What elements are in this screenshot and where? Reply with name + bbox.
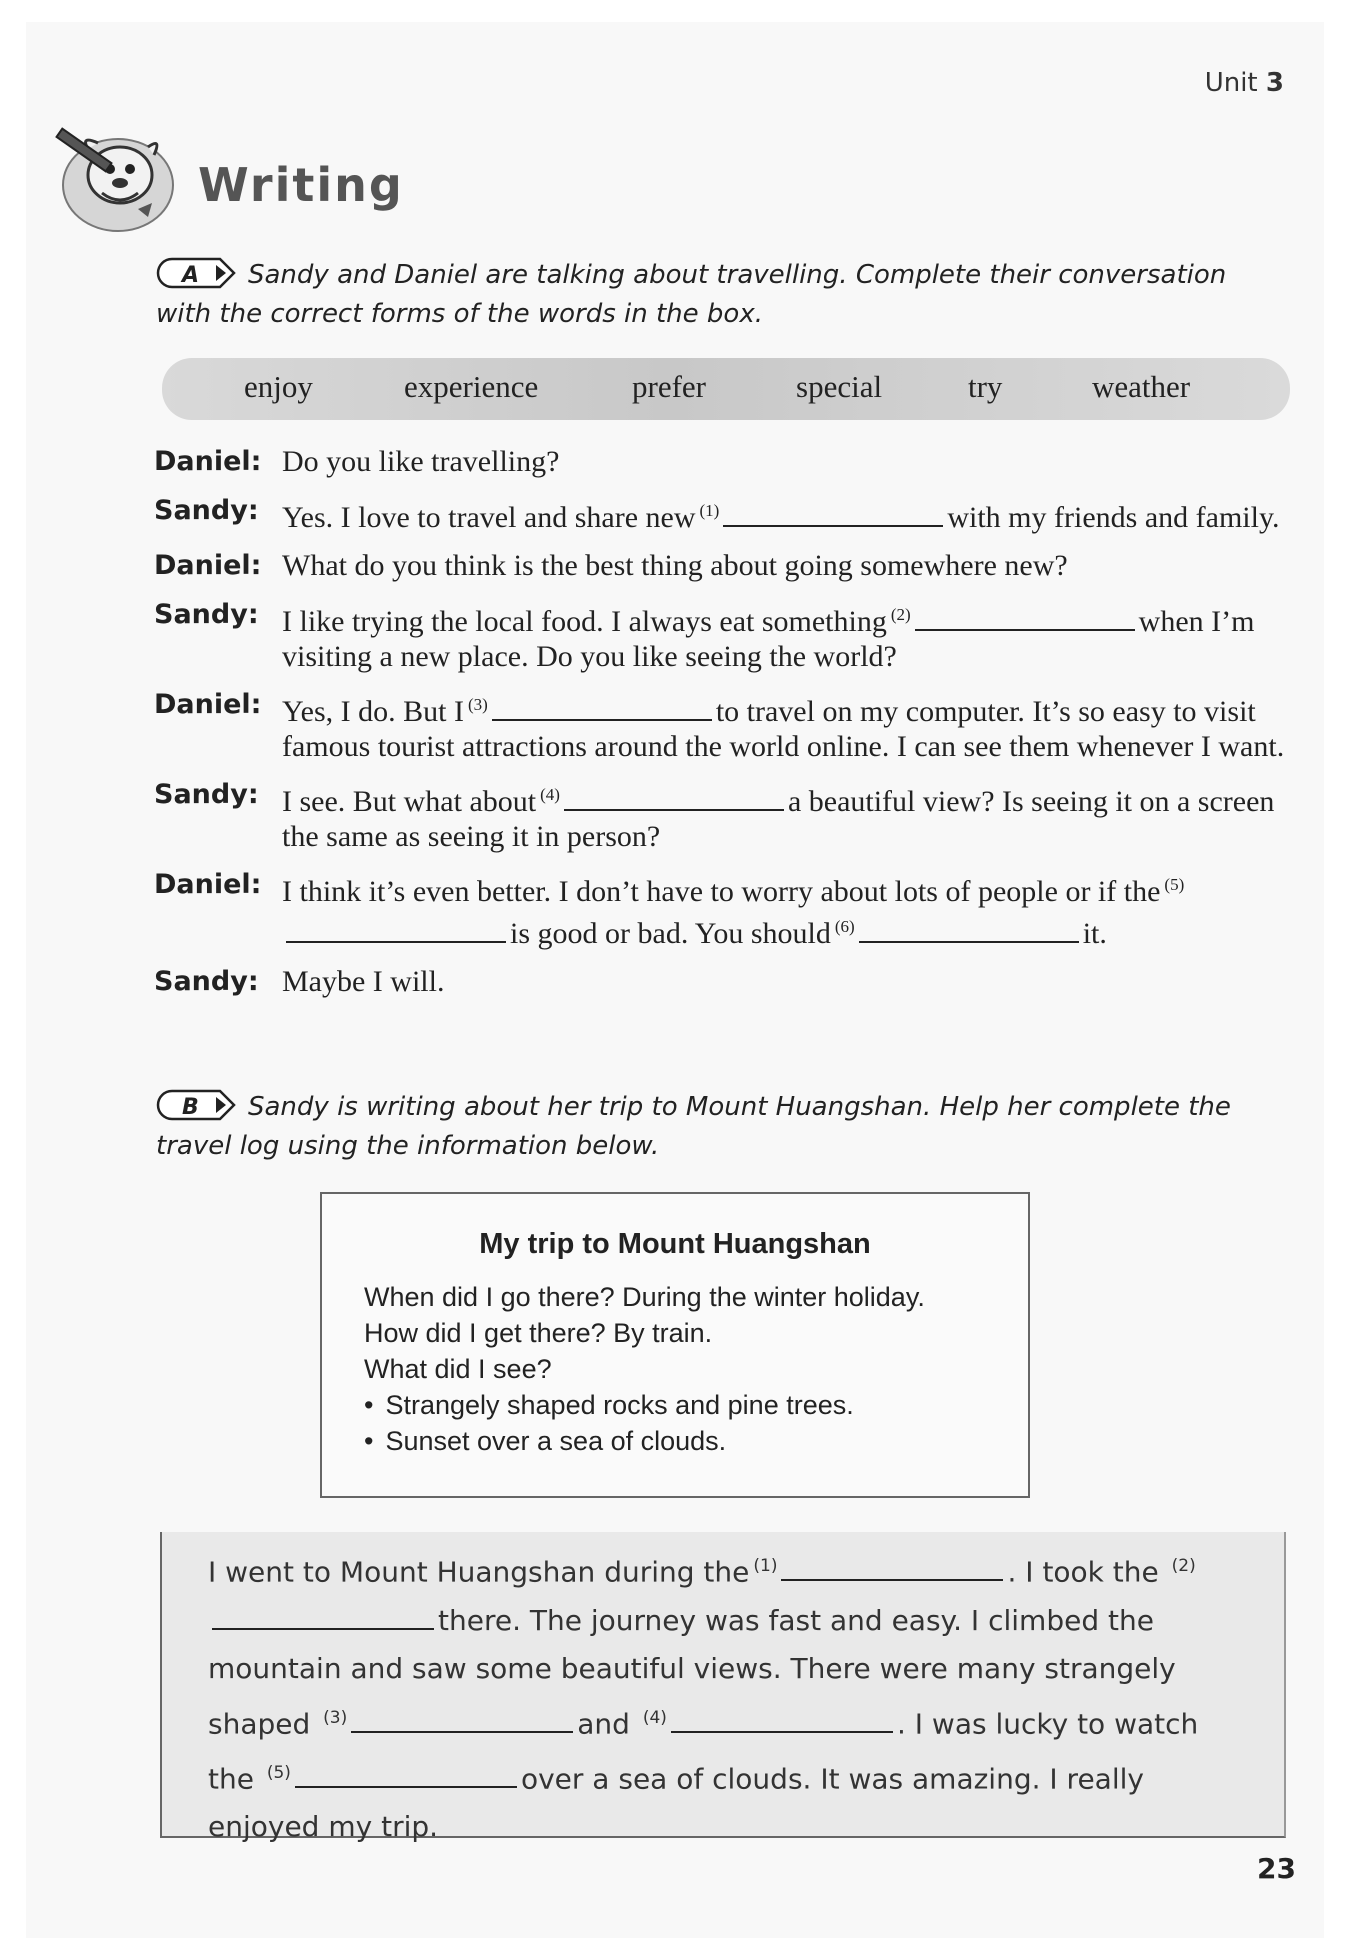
exercise-b-badge-letter: B bbox=[182, 1094, 199, 1120]
blank-number: (5) bbox=[1164, 875, 1185, 894]
dialogue-line bbox=[154, 687, 1294, 764]
info-box-title: My trip to Mount Huangshan bbox=[479, 1228, 871, 1260]
answer-blank-a6[interactable] bbox=[859, 919, 1079, 943]
dialogue-line bbox=[154, 493, 1294, 535]
speech: Yes, I do. But I $^{(3)}$ to travel on my computer. It’s so easy to visit famous tourist attractions around the world online. I can see them whenever I want. bbox=[282, 695, 1285, 763]
dialogue-line bbox=[154, 777, 1294, 854]
exercise-b-instruction bbox=[156, 1088, 1256, 1166]
word-box-item: weather bbox=[1092, 369, 1191, 404]
info-line: What did I see? bbox=[364, 1354, 552, 1384]
answer-blank-b4[interactable] bbox=[671, 1705, 893, 1733]
blank-number: (6) bbox=[834, 917, 855, 936]
word-box-item: special bbox=[796, 369, 883, 404]
answer-blank-a4[interactable] bbox=[564, 787, 784, 811]
speech: I think it’s even better. I don’t have to worry about lots of people or if the $^{(5)}$is good or bad. You should $^{(6)}$ it. bbox=[282, 875, 1185, 950]
answer-blank-b3[interactable] bbox=[351, 1705, 573, 1733]
speaker: Sandy: bbox=[154, 599, 259, 630]
dialogue-line bbox=[154, 964, 1294, 1000]
word-box-item: prefer bbox=[632, 369, 706, 404]
speech: Yes. I love to travel and share new $^{(1)}$ with my friends and family. bbox=[282, 501, 1280, 534]
blank-number: (3) bbox=[467, 695, 488, 714]
blank-number: (2) bbox=[890, 605, 911, 624]
dialogue-line bbox=[154, 444, 1294, 480]
info-bullet: • Sunset over a sea of clouds. bbox=[364, 1423, 1028, 1459]
word-box-item: experience bbox=[404, 369, 539, 404]
speech: Maybe I will. bbox=[282, 965, 445, 998]
answer-blank-b1[interactable] bbox=[781, 1553, 1003, 1581]
word-box-item: try bbox=[968, 369, 1003, 404]
exercise-a-badge-letter: A bbox=[182, 262, 200, 288]
info-line: How did I get there? By train. bbox=[364, 1318, 713, 1348]
speaker: Sandy: bbox=[154, 966, 259, 997]
answer-blank-b5[interactable] bbox=[295, 1760, 517, 1788]
speaker: Daniel: bbox=[154, 689, 262, 720]
exercise-b-instruction-text: Sandy is writing about her trip to Mount Huangshan. Help her complete the travel log using the information below. bbox=[156, 1092, 1231, 1161]
unit-label: Unit 3 bbox=[1204, 68, 1284, 98]
page-number: 23 bbox=[1257, 1852, 1296, 1885]
answer-blank-a1[interactable] bbox=[723, 503, 943, 527]
blank-number: (4) bbox=[642, 1707, 667, 1728]
info-box-body bbox=[364, 1279, 1028, 1459]
answer-blank-a3[interactable] bbox=[492, 697, 712, 721]
speaker: Daniel: bbox=[154, 446, 262, 477]
word-box bbox=[162, 358, 1290, 420]
writing-mascot-icon bbox=[50, 125, 175, 235]
exercise-a-badge-icon bbox=[156, 257, 236, 289]
speaker: Sandy: bbox=[154, 779, 259, 810]
answer-blank-b2[interactable] bbox=[212, 1602, 434, 1630]
exercise-a-instruction-text: Sandy and Daniel are talking about travelling. Complete their conversation with the correct forms of the words in the box. bbox=[156, 260, 1227, 329]
speech: What do you think is the best thing about going somewhere new? bbox=[282, 549, 1068, 582]
speech: I like trying the local food. I always eat something $^{(2)}$ when I’m visiting a new place. Do you like seeing the world? bbox=[282, 605, 1255, 673]
speaker: Daniel: bbox=[154, 869, 262, 900]
blank-number: (3) bbox=[323, 1707, 348, 1728]
speech: Do you like travelling? bbox=[282, 445, 560, 478]
travel-log-box bbox=[160, 1532, 1286, 1844]
dialogue-line bbox=[154, 867, 1294, 951]
blank-number: (5) bbox=[266, 1762, 291, 1783]
dialogue-line bbox=[154, 548, 1294, 584]
travel-log-text: I went to Mount Huangshan during the $^{(1)}$ . I took the $^{(2)}$there. The journey was fast and easy. I climbed the mountain and saw some beautiful views. There were many strangely shaped $^{(3)}$ and $^{(4)}$ . I was lucky to watch the $^{(5)}$ over a sea of clouds. It was amazing. I really enjoyed my trip. bbox=[208, 1555, 1199, 1844]
info-bullet-list bbox=[364, 1387, 1028, 1459]
answer-blank-a5[interactable] bbox=[286, 919, 506, 943]
blank-number: (2) bbox=[1171, 1556, 1196, 1576]
exercise-a-instruction bbox=[156, 256, 1256, 334]
speaker: Sandy: bbox=[154, 495, 259, 526]
speaker: Daniel: bbox=[154, 550, 262, 581]
dialogue bbox=[154, 444, 1294, 1013]
blank-number: (4) bbox=[540, 785, 560, 804]
section-title: Writing bbox=[198, 158, 404, 212]
info-line: When did I go there? During the winter holiday. bbox=[364, 1282, 925, 1312]
info-bullet: • Strangely shaped rocks and pine trees. bbox=[364, 1387, 1028, 1423]
exercise-b-badge-icon bbox=[156, 1089, 236, 1121]
blank-number: (1) bbox=[753, 1556, 778, 1576]
word-box-item: enjoy bbox=[244, 369, 313, 404]
answer-blank-a2[interactable] bbox=[915, 607, 1135, 631]
speech: I see. But what about $^{(4)}$ a beautiful view? Is seeing it on a screen the same as seeing it in person? bbox=[282, 785, 1275, 853]
dialogue-line bbox=[154, 597, 1294, 674]
blank-number: (1) bbox=[699, 501, 720, 520]
info-box bbox=[320, 1192, 1030, 1498]
